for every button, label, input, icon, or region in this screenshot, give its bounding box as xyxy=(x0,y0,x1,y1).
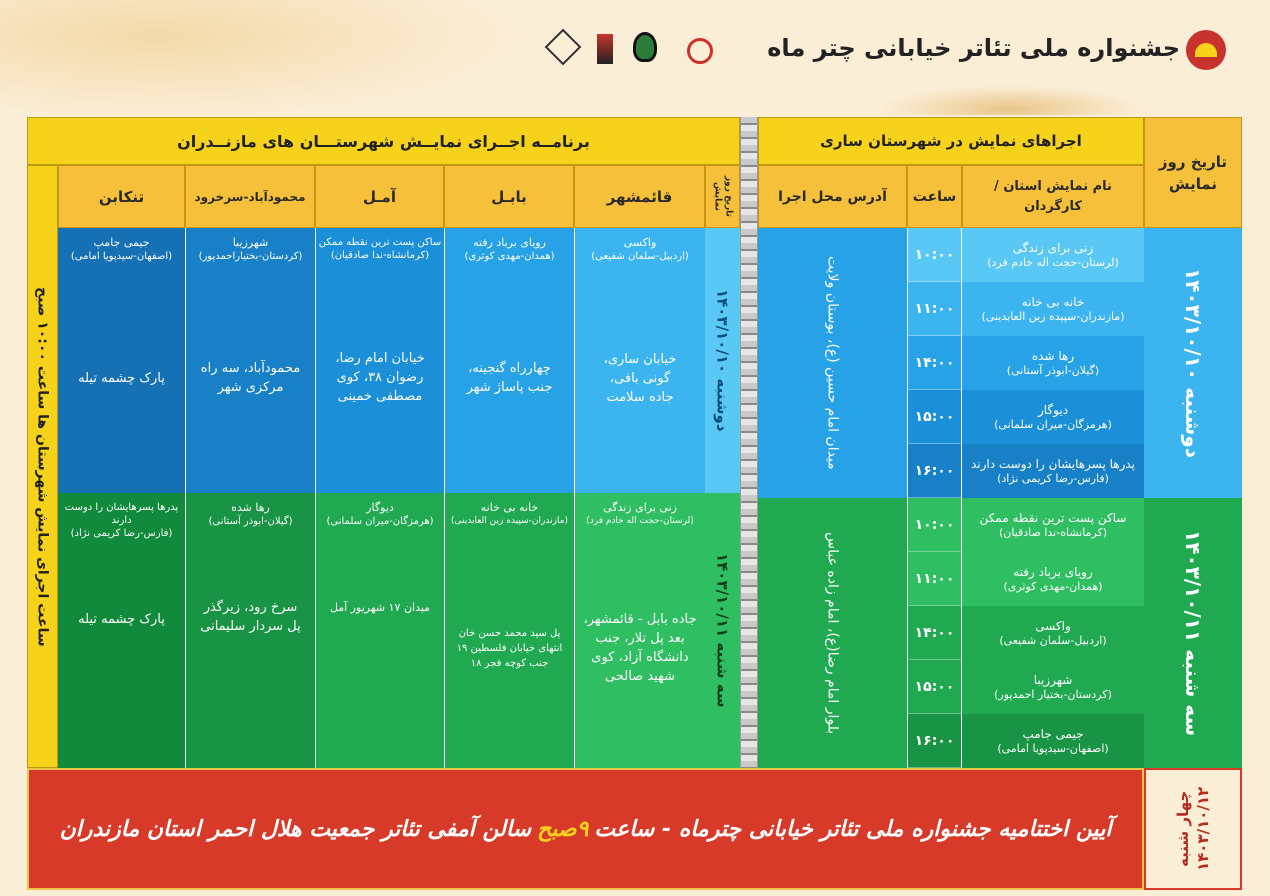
city-header-amol: آمـل xyxy=(315,165,444,228)
red-crescent-icon xyxy=(685,34,715,68)
mazandaran-section-title: برنامــه اجــرای نمایــش شهرستـــان های مازنــدران xyxy=(27,117,740,165)
sari-day2-time4: ۱۵:۰۰ xyxy=(908,660,961,714)
footer-text-part1: آیین اختتامیه جشنواره ملی تئاتر خیابانی چترماه - ساعت xyxy=(594,816,1112,842)
sari-day1-show3: رها شده (گیلان-ابوذر آستانی) xyxy=(962,336,1144,390)
sari-day1-show4: دیوگار (هرمزگان-میران سلمانی) xyxy=(962,390,1144,444)
sari-day1-time5: ۱۶:۰۰ xyxy=(908,444,961,498)
mazandaran-day1-tonekabon: جیمی جامپ (اصفهان-سیدپویا امامی) پارک چشمه تیله xyxy=(58,228,185,493)
sari-day1-time3: ۱۴:۰۰ xyxy=(908,336,961,390)
footer-text-part2: سالن آمفی تئاتر جمعیت هلال احمر استان مازندران xyxy=(59,816,532,842)
sari-day1-time4: ۱۵:۰۰ xyxy=(908,390,961,444)
sari-day2-show3: واکسی (اردبیل-سلمان شفیعی) xyxy=(962,606,1144,660)
floral-decoration-right xyxy=(880,85,1140,115)
sari-day2-time2: ۱۱:۰۰ xyxy=(908,552,961,606)
mazandaran-day2-tonekabon: پدرها پسرهایشان را دوست دارند (فارس-رضا کریمی نژاد) پارک چشمه تیله xyxy=(58,493,185,768)
sari-day1-show2: خانه بی خانه (مازندران-سپیده زین العابدینی) xyxy=(962,282,1144,336)
sari-day2-address: بلوار امام رضا(ع)، امام زاده عباس xyxy=(758,498,907,768)
sari-address-header: آدرس محل اجرا xyxy=(758,165,907,228)
footer-date: چهار شنبه ۱۴۰۳/۱۰/۱۲ xyxy=(1144,768,1242,890)
footer-time-highlight: ۹صبح xyxy=(537,816,589,842)
page-title: جشنواره ملی تئاتر خیابانی چتر ماه xyxy=(767,34,1180,62)
sari-day2-time1: ۱۰:۰۰ xyxy=(908,498,961,552)
sari-day2-time5: ۱۶:۰۰ xyxy=(908,714,961,768)
chain-divider xyxy=(740,117,758,768)
city-header-ghaemshahr: قائمشهر xyxy=(574,165,705,228)
floral-decoration xyxy=(0,0,520,120)
sari-day1-show5: پدرها پسرهایشان را دوست دارند (فارس-رضا کریمی نژاد) xyxy=(962,444,1144,498)
mazandaran-day2-babol: خانه بی خانه (مازندران-سپیده زین العابدینی) پل سید محمد حسن خان انتهای خیابان فلسطین ۱۹ جنب کوچه فجر ۱۸ xyxy=(444,493,574,768)
sari-time-header: ساعت xyxy=(907,165,962,228)
sari-date-header: تاریخ روز نمایش xyxy=(1144,117,1242,228)
sari-day1-show1: زنی برای زندگی (لرستان-حجت اله خادم فرد) xyxy=(962,228,1144,282)
sari-day2-show1: ساکن پست ترین نقطه ممکن (کرمانشاه-ندا صادقیان) xyxy=(962,498,1144,552)
calligraphy-logo-icon xyxy=(548,30,578,64)
sari-day1-date: دوشنبه ۱۴۰۳/۱۰/۱۰ xyxy=(1144,228,1242,498)
sari-day2-name-col xyxy=(962,498,1144,768)
festival-logo-icon xyxy=(1186,30,1226,70)
mazandaran-day1-mahmoudabad: شهرزیبا (کردستان-بختیاراحمدپور) محمودآباد، سه راه مرکزی شهر xyxy=(185,228,315,493)
sari-day2-time-col xyxy=(907,498,962,768)
mazandaran-day1-amol: ساکن پست ترین نقطه ممکن (کرمانشاه-ندا صادقیان) خیابان امام رضا، رضوان ۳۸، کوی مصطفی خمینی xyxy=(315,228,444,493)
sari-day1-time2: ۱۱:۰۰ xyxy=(908,282,961,336)
mazandaran-day2-amol: دیوگار (هرمزگان-میران سلمانی) میدان ۱۷ شهریور آمل xyxy=(315,493,444,768)
mazandaran-day2-ghaemshahr: زنی برای زندگی (لرستان-حجت اله خادم فرد) جاده بابل - قائمشهر، بعد پل تلار، جنب دانشگاه آزاد، کوی شهید صالحی xyxy=(574,493,705,768)
city-header-tonekabon: تنکابن xyxy=(58,165,185,228)
sari-day2-show5: جیمی جامپ (اصفهان-سیدپویا امامی) xyxy=(962,714,1144,768)
mazandaran-day2-mahmoudabad: رها شده (گیلان-ابوذر آستانی) سرخ رود، زیرگذر پل سردار سلیمانی xyxy=(185,493,315,768)
mazandaran-day1-babol: رویای برباد رفته (همدان-مهدی کوثری) چهارراه گنجینه، جنب پاساژ شهر xyxy=(444,228,574,493)
mazandaran-day2-date: سه شنبه ۱۴۰۳/۱۰/۱۱ xyxy=(705,493,740,768)
sari-day2-time3: ۱۴:۰۰ xyxy=(908,606,961,660)
city-header-babol: بابـل xyxy=(444,165,574,228)
emblem-icon xyxy=(630,30,660,64)
mazandaran-date-header: تاریخ روز نمایش xyxy=(705,165,740,228)
sari-day1-time1: ۱۰:۰۰ xyxy=(908,228,961,282)
sari-day1-time-col xyxy=(907,228,962,498)
mazandaran-side-label: ساعت اجرای نمایش شهرستان ها ساعت ۱۰:۰۰ صبح xyxy=(27,165,58,768)
sari-day2-show2: رویای برباد رفته (همدان-مهدی کوثری) xyxy=(962,552,1144,606)
mazandaran-day1-ghaemshahr: واکسی (اردبیل-سلمان شفیعی) خیابان ساری، گونی بافی، جاده سلامت xyxy=(574,228,705,493)
sari-section-title: اجراهای نمایش در شهرستان ساری xyxy=(758,117,1144,165)
sari-day1-name-col xyxy=(962,228,1144,498)
footer-banner xyxy=(27,768,1144,890)
sari-name-header: نام نمایش استان / کارگردان xyxy=(962,165,1144,228)
sari-day2-date: سه شنبه ۱۴۰۳/۱۰/۱۱ xyxy=(1144,498,1242,768)
mazandaran-day1-date: دوشنبه ۱۴۰۳/۱۰/۱۰ xyxy=(705,228,740,493)
theater-mask-icon xyxy=(590,32,620,66)
sari-day1-address: میدان امام حسین (ع)، بوستان ولایت xyxy=(758,228,907,498)
city-header-mahmoudabad: محمودآباد-سرخرود xyxy=(185,165,315,228)
sari-day2-show4: شهرزیبا (کردستان-بختیار احمدپور) xyxy=(962,660,1144,714)
